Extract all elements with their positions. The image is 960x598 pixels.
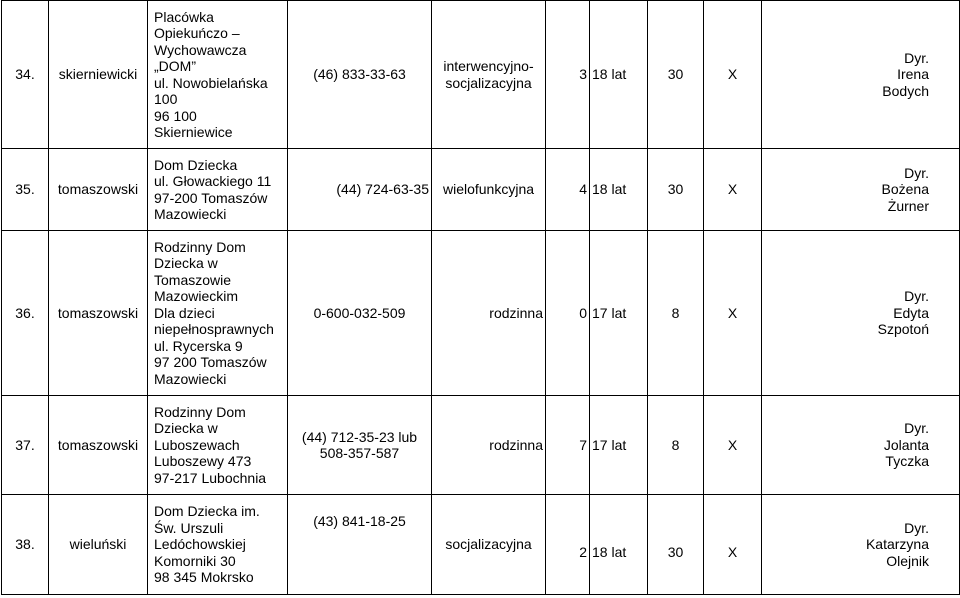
places-cell: 30 bbox=[648, 495, 704, 595]
facility-name-cell: Rodzinny Dom Dziecka w Tomaszowie Mazowieckim Dla dzieci niepełnosprawnych ul. Rycerska 9 97 200 Tomaszów Mazowiecki bbox=[148, 231, 288, 396]
facility-name-cell: Dom Dziecka im. Św. Urszuli Ledóchowskiej Komorniki 30 98 345 Mokrsko bbox=[148, 495, 288, 595]
phone-cell: (44) 724-63-35 bbox=[288, 149, 432, 231]
table-row bbox=[2, 495, 960, 595]
row-number: 37. bbox=[2, 396, 49, 495]
table-row bbox=[2, 149, 960, 231]
phone-cell: (44) 712-35-23 lub 508-357-587 bbox=[288, 396, 432, 495]
facility-type-cell: socjalizacyjna bbox=[432, 495, 546, 595]
places-cell: 8 bbox=[648, 231, 704, 396]
facility-type-cell: rodzinna bbox=[432, 396, 546, 495]
places-cell: 30 bbox=[648, 1, 704, 149]
age-to-cell: 17 lat bbox=[590, 396, 648, 495]
phone-cell: (46) 833-33-63 bbox=[288, 1, 432, 149]
director-cell: Dyr. Jolanta Tyczka bbox=[762, 396, 960, 495]
age-from-cell: 2 bbox=[546, 495, 590, 595]
age-to-cell: 18 lat bbox=[590, 149, 648, 231]
table-row bbox=[2, 231, 960, 396]
county-cell: skierniewicki bbox=[49, 1, 148, 149]
director-cell: Dyr. Edyta Szpotoń bbox=[762, 231, 960, 396]
county-cell: tomaszowski bbox=[49, 149, 148, 231]
facility-name-cell: Dom Dziecka ul. Głowackiego 11 97-200 Tomaszów Mazowiecki bbox=[148, 149, 288, 231]
director-cell: Dyr. Bożena Żurner bbox=[762, 149, 960, 231]
mark-cell: X bbox=[704, 231, 762, 396]
age-from-cell: 0 bbox=[546, 231, 590, 396]
county-cell: tomaszowski bbox=[49, 396, 148, 495]
places-cell: 8 bbox=[648, 396, 704, 495]
phone-cell: (43) 841-18-25 bbox=[288, 495, 432, 595]
age-from-cell: 4 bbox=[546, 149, 590, 231]
facility-type-cell: rodzinna bbox=[432, 231, 546, 396]
county-cell: tomaszowski bbox=[49, 231, 148, 396]
table-row bbox=[2, 1, 960, 149]
row-number: 34. bbox=[2, 1, 49, 149]
facilities-table bbox=[1, 0, 960, 595]
mark-cell: X bbox=[704, 495, 762, 595]
county-cell: wieluński bbox=[49, 495, 148, 595]
director-cell: Dyr. Katarzyna Olejnik bbox=[762, 495, 960, 595]
age-to-cell: 17 lat bbox=[590, 231, 648, 396]
facility-type-cell: wielofunkcyjna bbox=[432, 149, 546, 231]
facility-name-cell: Rodzinny Dom Dziecka w Luboszewach Luboszewy 473 97-217 Lubochnia bbox=[148, 396, 288, 495]
age-from-cell: 7 bbox=[546, 396, 590, 495]
mark-cell: X bbox=[704, 1, 762, 149]
row-number: 36. bbox=[2, 231, 49, 396]
row-number: 38. bbox=[2, 495, 49, 595]
director-cell: Dyr. Irena Bodych bbox=[762, 1, 960, 149]
table-row bbox=[2, 396, 960, 495]
mark-cell: X bbox=[704, 149, 762, 231]
age-to-cell: 18 lat bbox=[590, 1, 648, 149]
places-cell: 30 bbox=[648, 149, 704, 231]
facility-type-cell: interwencyjno- socjalizacyjna bbox=[432, 1, 546, 149]
phone-cell: 0-600-032-509 bbox=[288, 231, 432, 396]
facility-name-cell: Placówka Opiekuńczo – Wychowawcza „DOM” ul. Nowobielańska 100 96 100 Skierniewice bbox=[148, 1, 288, 149]
age-to-cell: 18 lat bbox=[590, 495, 648, 595]
mark-cell: X bbox=[704, 396, 762, 495]
age-from-cell: 3 bbox=[546, 1, 590, 149]
row-number: 35. bbox=[2, 149, 49, 231]
